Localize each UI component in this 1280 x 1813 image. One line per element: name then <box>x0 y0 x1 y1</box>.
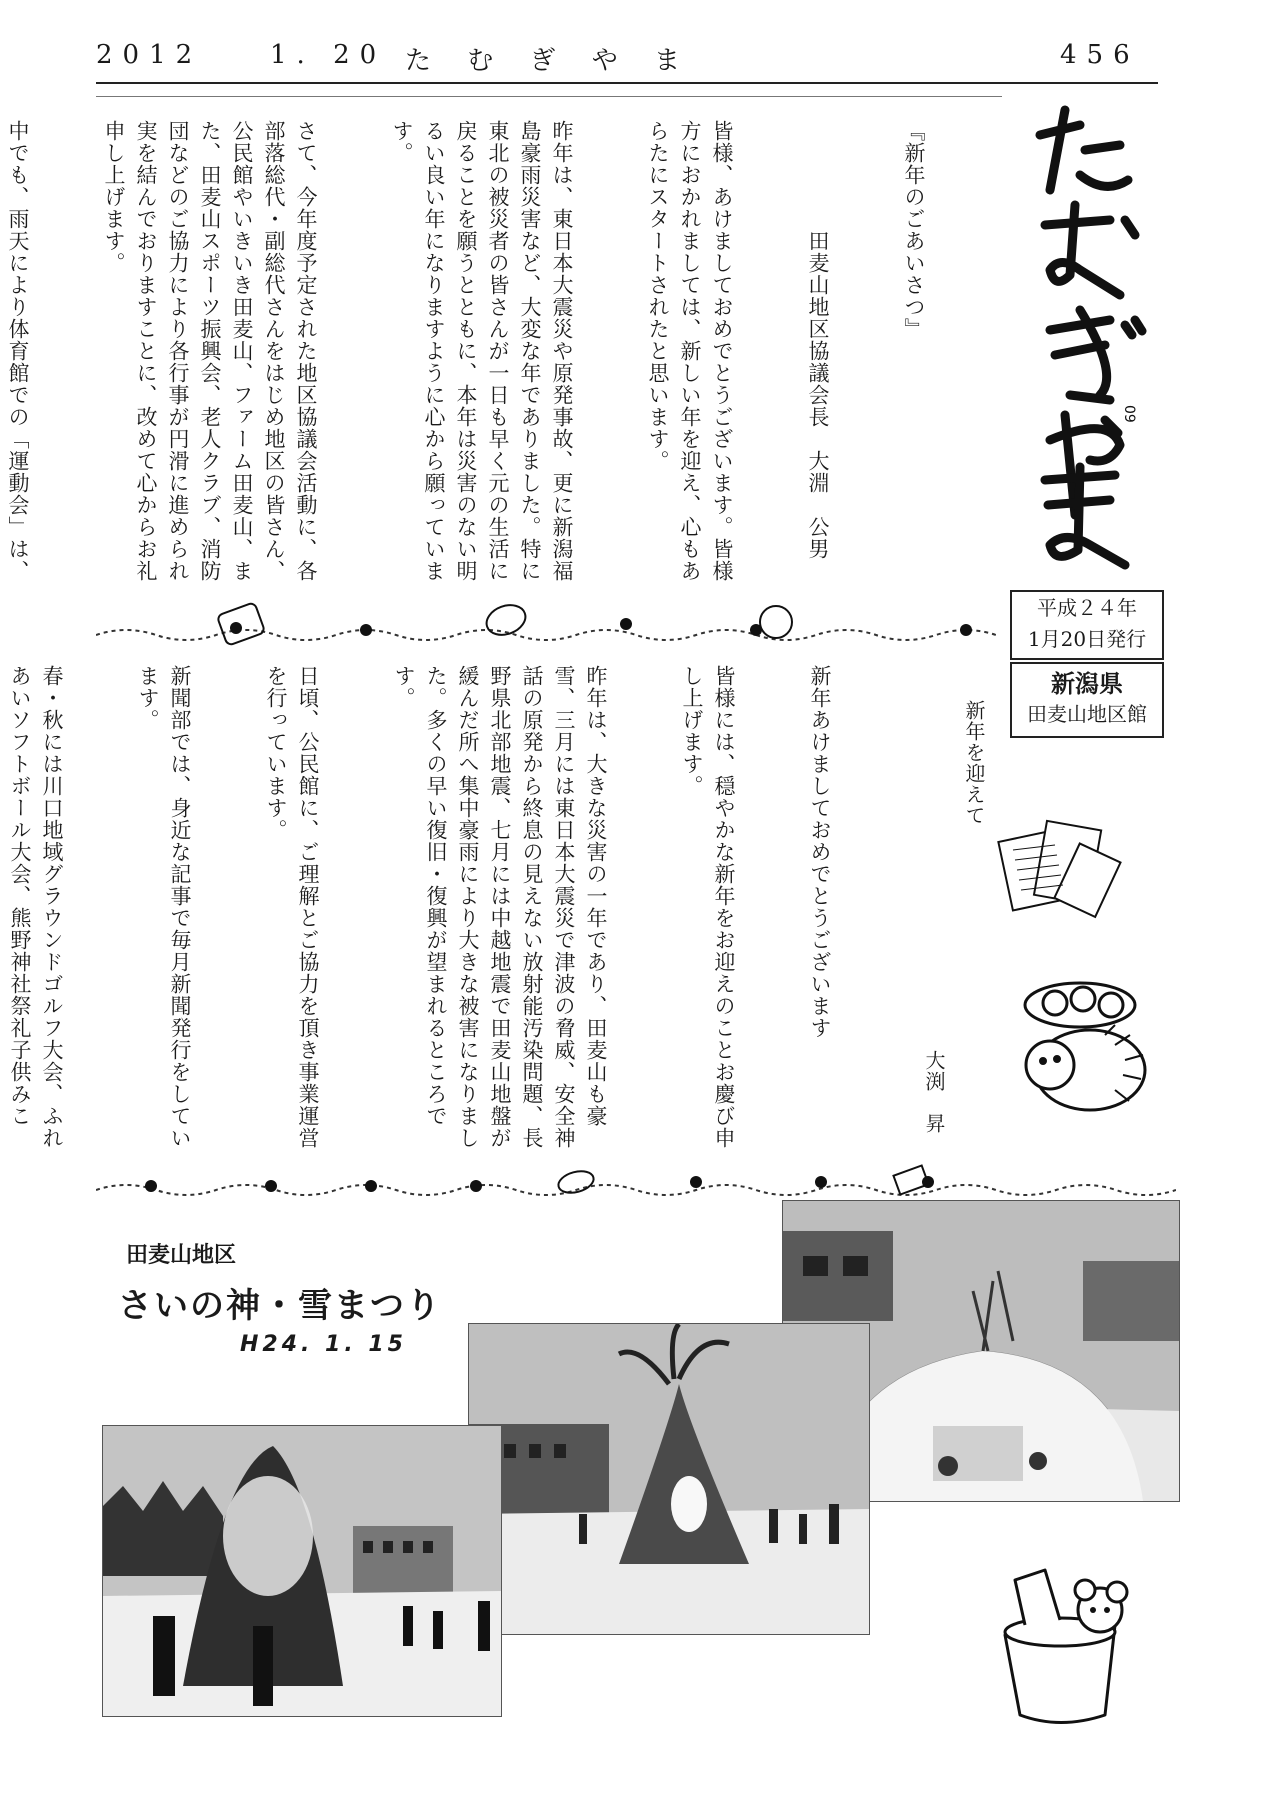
article2-para: 皆様には、穏やかな新年をお迎えのことお慶び申し上げます。 <box>680 665 736 1149</box>
article2-para: 新聞部では、身近な記事で毎月新聞発行をしています。 <box>136 665 192 1149</box>
publisher-box <box>1010 662 1164 738</box>
article1-para: 昨年は、東日本大震災や原発事故、更に新潟福島豪雨災害など、大変な年でありました。特に東北の被災者の皆さんが一日も早く元の生活に戻ることを願うとともに、本年は災害のない明るい良い年になりますように心から願っています。 <box>390 120 574 582</box>
header-rule <box>96 82 1158 84</box>
article2-para: 昨年は、大きな災害の一年であり、田麦山も豪雪、三月には東日本大震災で津波の脅威、安全神話の原発から終息の見えない放射能汚染問題、長野県北部地震、七月には中越地震で田麦山地盤が緩んだ所へ集中豪雨により大きな被害になりました。多くの早い復旧・復興が望まれるところです。 <box>392 665 608 1149</box>
karuta-illustration <box>985 805 1125 929</box>
header-issue: 456 <box>1060 40 1140 70</box>
article1-para: 中でも、雨天により体育館での「運動会」は、 <box>6 120 30 582</box>
flower-divider-1 <box>96 600 996 650</box>
header-title: た む ぎ や ま <box>405 46 695 76</box>
article2-para: 新年あけましておめでとうございます <box>808 665 832 1039</box>
article1-author: 田麦山地区協議会長 大淵 公男 <box>806 230 830 560</box>
logo-drawing <box>1010 95 1160 575</box>
photo-sainokami-fire <box>468 1323 870 1635</box>
photo-bonfire-crowd <box>102 1425 502 1717</box>
flower-divider-icon <box>96 600 996 650</box>
issue-date: 平成２４年 1月20日発行 <box>1027 596 1147 651</box>
photo-area-label: 田麦山地区 <box>126 1243 237 1268</box>
mouse-cup-illustration <box>985 1550 1165 1734</box>
article2-para: 日頃、公民館に、ご理解とご協力を頂き事業運営を行っています。 <box>264 665 320 1149</box>
article1-body <box>6 120 994 590</box>
header-year: 2012 <box>96 40 203 70</box>
photo-bonfire-image <box>103 1426 501 1716</box>
mouse-mortar-icon <box>985 1550 1165 1730</box>
issue-date-box <box>1010 590 1164 660</box>
article2-para: 春・秋には川口地域グラウンドゴルフ大会、ふれあいソフトボール大会、熊野神社祭礼子供みこ <box>8 665 64 1149</box>
header-date: 1. 20 <box>270 40 387 70</box>
article2-body <box>8 665 900 1155</box>
photo-date: H24. 1. 15 <box>240 1332 407 1357</box>
article2-heading: 新年を迎えて <box>962 700 986 826</box>
article1-top-rule <box>96 96 1002 97</box>
photo-sainokami-image <box>469 1324 869 1634</box>
publisher: 田麦山地区館 <box>1027 702 1147 726</box>
article1-heading: 『新年のごあいさつ』 <box>902 120 926 340</box>
kagami-mochi-illustration <box>1005 975 1155 1129</box>
photo-title: さいの神・雪まつり <box>118 1286 442 1326</box>
karuta-cards-icon <box>985 805 1125 925</box>
article1-para: さて、今年度予定された地区協議会活動に、各部落総代・副総代さんをはじめ地区の皆さん、公民館やいきいき田麦山、ファーム田麦山、また、田麦山スポーツ振興会、老人クラブ、消防団などのご協力により各行事が円滑に進められ実を結んでおりますことに、改めて心からお礼申し上げます。 <box>102 120 318 582</box>
mascot-hedgehog-icon <box>1005 975 1155 1125</box>
prefecture: 新潟県 <box>1051 669 1123 698</box>
svg-text:09: 09 <box>1121 405 1137 423</box>
masthead-logo <box>1010 95 1160 575</box>
article1-para: 皆様、あけましておめでとうございます。皆様方におかれましては、新しい年を迎え、心もあらたにスタートされたと思います。 <box>646 120 734 582</box>
article2-author: 大渕 昇 <box>922 1050 946 1134</box>
